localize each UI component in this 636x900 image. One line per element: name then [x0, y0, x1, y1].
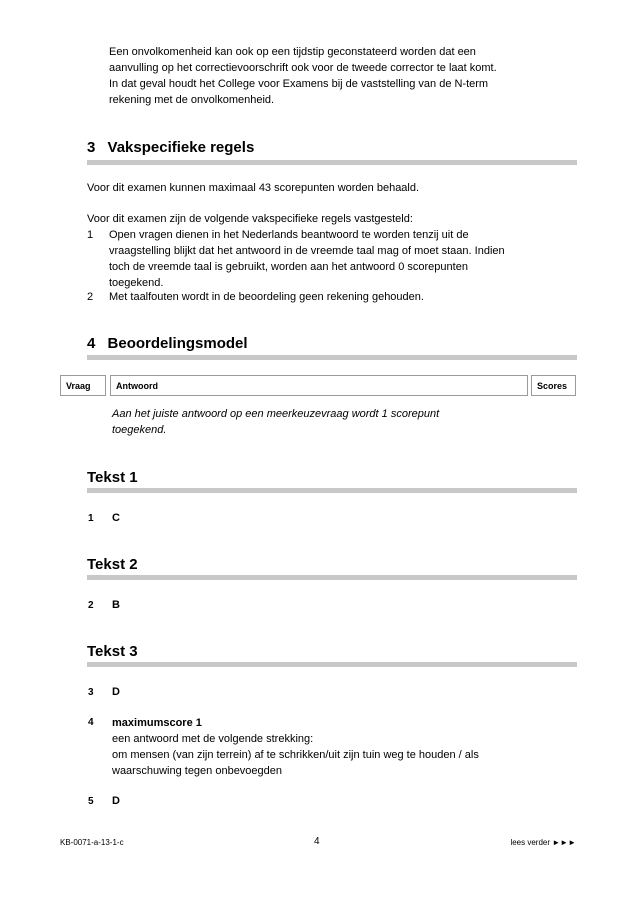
intro-line: Een onvolkomenheid kan ook op een tijdstip geconstateerd worden dat een [109, 46, 476, 58]
footer-code: KB-0071-a-13-1-c [60, 838, 124, 847]
tekst-2-rule [87, 575, 577, 580]
tekst-2-heading: Tekst 2 [87, 556, 138, 573]
question-1-answer: C [112, 512, 120, 524]
question-1-number: 1 [88, 513, 94, 524]
footer-page-number: 4 [314, 836, 320, 847]
question-3-number: 3 [88, 687, 94, 698]
rule-1-line: toegekend. [109, 277, 164, 289]
rule-1-text [109, 227, 569, 291]
tekst-1-heading: Tekst 1 [87, 469, 138, 486]
question-4-content [112, 715, 479, 779]
question-4-number: 4 [88, 717, 94, 728]
intro-line: rekening met de onvolkomenheid. [109, 94, 275, 106]
rule-1-line: toch de vreemde taal is gebruikt, worden aan het antwoord 0 scorepunten [109, 261, 468, 273]
table-header-scores: Scores [531, 375, 576, 396]
section-3-para1: Voor dit examen kunnen maximaal 43 scorepunten worden behaald. [87, 182, 420, 194]
question-4-label: maximumscore 1 [112, 717, 202, 729]
mc-note-line: toegekend. [112, 424, 167, 436]
question-5-answer: D [112, 795, 120, 807]
footer-next: lees verder ►►► [510, 838, 576, 847]
rule-2-number: 2 [87, 291, 94, 303]
section-3-heading [87, 139, 254, 156]
question-5-number: 5 [88, 796, 94, 807]
intro-paragraph [109, 44, 579, 108]
question-3-answer: D [112, 686, 120, 698]
rule-1-line: Open vragen dienen in het Nederlands beantwoord te worden tenzij uit de [109, 229, 469, 241]
rule-1-line: vraagstelling blijkt dat het antwoord in de vreemde taal mag of moet staan. Indien [109, 245, 505, 257]
intro-line: In dat geval houdt het College voor Examens bij de vaststelling van de N-term [109, 78, 489, 90]
table-header-antwoord: Antwoord [110, 375, 528, 396]
question-2-number: 2 [88, 600, 94, 611]
question-4-line: een antwoord met de volgende strekking: [112, 733, 314, 745]
section-4-title: Beoordelingsmodel [107, 335, 248, 352]
section-3-title: Vakspecifieke regels [107, 139, 255, 156]
section-4-rule [87, 355, 577, 360]
question-2-answer: B [112, 599, 120, 611]
question-4-line: waarschuwing tegen onbevoegden [112, 765, 283, 777]
section-3-para2: Voor dit examen zijn de volgende vakspecifieke regels vastgesteld: [87, 213, 413, 225]
tekst-3-rule [87, 662, 577, 667]
rule-1-number: 1 [87, 229, 94, 241]
mc-note [112, 406, 439, 438]
question-4-line: om mensen (van zijn terrein) af te schrikken/uit zijn tuin weg te houden / als [112, 749, 479, 761]
section-4-heading [87, 335, 248, 352]
rule-2-text [109, 289, 569, 305]
tekst-3-heading: Tekst 3 [87, 643, 138, 660]
section-4-number: 4 [87, 335, 96, 352]
table-header-vraag: Vraag [60, 375, 106, 396]
mc-note-line: Aan het juiste antwoord op een meerkeuzevraag wordt 1 scorepunt [112, 408, 440, 420]
section-3-number: 3 [87, 139, 96, 156]
intro-line: aanvulling op het correctievoorschrift ook voor de tweede corrector te laat komt. [109, 62, 497, 74]
section-3-rule [87, 160, 577, 165]
rule-2-line: Met taalfouten wordt in de beoordeling geen rekening gehouden. [109, 291, 424, 303]
tekst-1-rule [87, 488, 577, 493]
